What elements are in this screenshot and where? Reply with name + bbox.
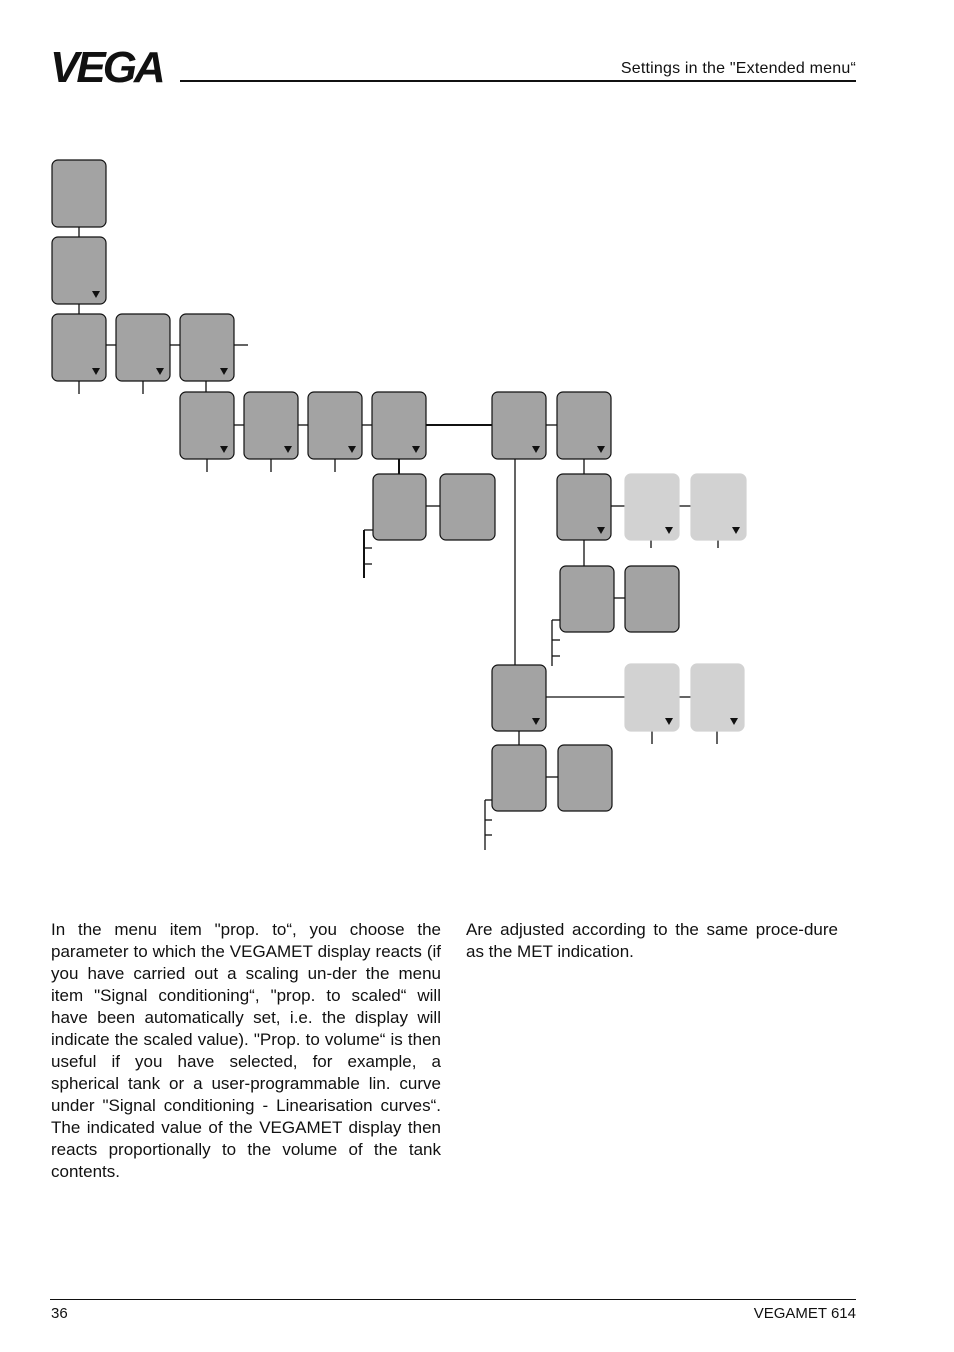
menu-box bbox=[558, 745, 612, 811]
menu-box bbox=[52, 160, 106, 227]
menu-box bbox=[560, 566, 614, 632]
section-title: Settings in the "Extended menu“ bbox=[620, 60, 856, 77]
left-paragraph: In the menu item "prop. to“, you choose the parameter to which the VEGAMET display reacts (if you have carried out a scaling un-der the menu item "Signal conditioning“, "prop. to scaled“ will have been automatically set, i.e. the display will indicate the scaled value). "Prop. to volume“ is then useful if you have selected, for example, a spherical tank or a user-programmable lin. curve under "Signal conditioning - Linearisation curves“. The indicated value of the VEGAMET display then reacts proportionally to the volume of the tank contents. bbox=[51, 920, 441, 1181]
page-number: 36 bbox=[51, 1305, 68, 1322]
menu-boxes bbox=[52, 160, 746, 811]
menu-box bbox=[373, 474, 426, 540]
vega-logo-wordmark: VEGA bbox=[50, 46, 163, 86]
footer-rule bbox=[50, 1299, 856, 1300]
menu-box bbox=[492, 745, 546, 811]
right-paragraph: Are adjusted according to the same proce-dure as the MET indication. bbox=[466, 920, 838, 961]
product-name: VEGAMET 614 bbox=[753, 1305, 856, 1322]
menu-box bbox=[625, 566, 679, 632]
menu-box bbox=[440, 474, 495, 540]
